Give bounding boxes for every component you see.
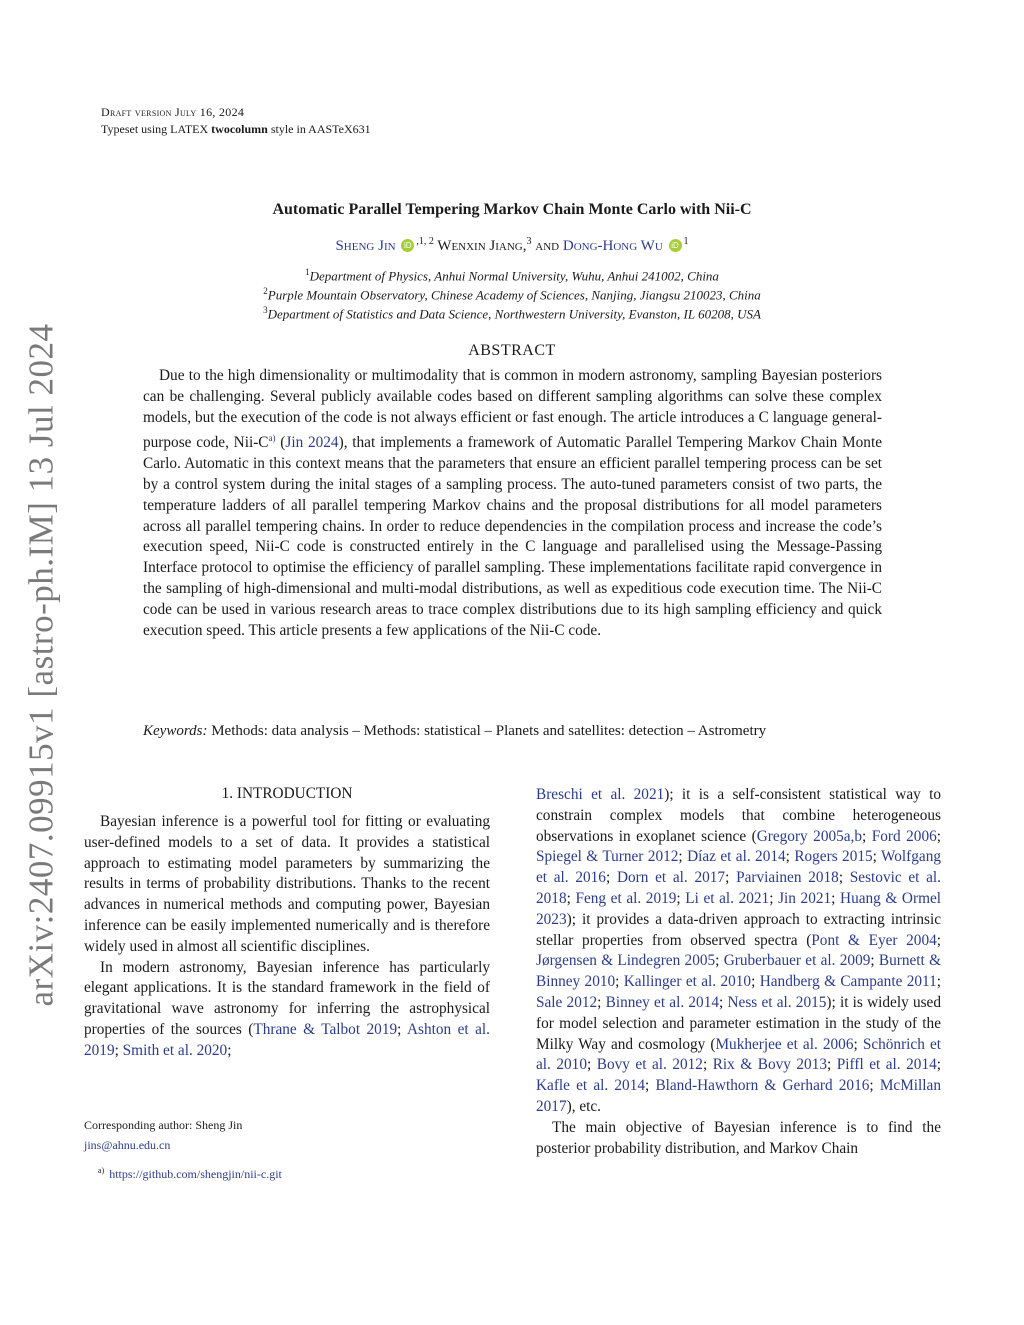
citation-link[interactable]: Kallinger et al. 2010 [623,973,752,991]
citation-link[interactable]: Schönrich et al. 2010 [536,1035,941,1074]
citation-link[interactable]: Díaz et al. 2014 [687,848,786,866]
keywords-text: Methods: data analysis – Methods: statistical – Planets and satellites: detection – Astrometry [211,723,767,739]
footnote [98,1163,282,1182]
author-affil-mark: 3 [526,236,532,247]
citation-link[interactable]: Huang & Ormel 2023 [536,889,942,928]
citation-link[interactable]: Kafle et al. 2014 [536,1077,645,1095]
arxiv-stamp [20,323,64,1007]
corresponding-author: Corresponding author: Sheng Jin [84,1118,243,1132]
citation-link[interactable]: Bland-Hawthorn & Gerhard 2016 [655,1077,870,1095]
citation-link[interactable]: Ashton et al. 2019 [84,1020,490,1059]
footnote-marker[interactable]: a) [268,433,276,444]
citation-link[interactable]: Sale 2012 [536,993,598,1011]
author-affil-mark: ,1, 2 [416,236,434,247]
citation-link[interactable]: Piffl et al. 2014 [836,1056,937,1074]
typeset-suffix: style in AASTeX631 [270,122,371,136]
orcid-icon[interactable]: iD [669,239,682,252]
citation-link[interactable]: Gregory 2005a,b [756,827,863,845]
arxiv-stamp-text: arXiv:2407.09915v1 [astro-ph.IM] 13 Jul 2024 [22,323,62,1007]
github-url-link[interactable]: https://github.com/shengjin/nii-c.git [109,1167,282,1181]
citation-link[interactable]: Pont & Eyer 2004 [811,931,937,949]
citation-link[interactable]: Thrane & Talbot 2019 [253,1020,398,1038]
citation-link[interactable]: Parviainen 2018 [736,869,839,887]
citation-link[interactable]: Sestovic et al. 2018 [536,869,941,907]
typeset-style: twocolumn [211,122,268,136]
citation-link[interactable]: Gruberbauer et al. 2009 [723,952,871,970]
paragraph: Breschi et al. 2021); it is a self-consistent statistical way to constrain complex models that combine heterogeneous observations in exoplanet science (Gregory 2005a,b; Ford 2006; Spiegel & Turner 2012; Díaz et al. 2014; Rogers 2015; Wolfgang et al. 2016; Dorn et al. 2017; Parviainen 2018; Sestovic et al. 2018; Feng et al. 2019; Li et al. 2021; Jin 2021; Huang & Ormel 2023); it provides a data-driven approach to extracting intrinsic stellar properties from observed spectra (Pont & Eyer 2004; Jørgensen & Lindegren 2005; Gruberbauer et al. 2009; Burnett & Binney 2010; Kallinger et al. 2010; Handberg & Campante 2011; Sale 2012; Binney et al. 2014; Ness et al. 2015); it is widely used for model selection and parameter estimation in the study of the Milky Way and cosmology (Mukherjee et al. 2006; Schönrich et al. 2010; Bovy et al. 2012; Rix & Bovy 2013; Piffl et al. 2014; Kafle et al. 2014; Bland-Hawthorn & Gerhard 2016; McMillan 2017), etc. [536,786,942,1115]
footnote-marker: a) [98,1166,105,1175]
keywords-label: Keywords: [143,723,208,739]
keywords [143,721,882,742]
orcid-icon[interactable]: iD [401,239,414,252]
citation-link[interactable]: Rix & Bovy 2013 [712,1056,828,1074]
citation-link[interactable]: Spiegel & Turner 2012 [536,848,679,866]
paragraph: In modern astronomy, Bayesian inference has particularly elegant applications. It is the standard framework in the field of gravitational wave astronomy for inferring the astrophysical properties of the sources (Thrane & Talbot 2019; Ashton et al. 2019; Smith et al. 2020; [84,958,490,1059]
citation-link[interactable]: Jørgensen & Lindegren 2005 [536,952,716,970]
affiliation: $^1$Department of Physics, Anhui Normal University, Wuhu, Anhui 241002, China [305,267,719,284]
draft-version-line: Draft version July 16, 2024 [101,105,245,119]
citation-link[interactable]: McMillan 2017 [536,1077,941,1115]
typeset-line [101,121,371,137]
citation-link[interactable]: Breschi et al. 2021 [536,786,665,803]
abstract-text: Due to the high dimensionality or multimodality that is common in modern astronomy, sampling Bayesian posteriors can be challenging. Several publicly available codes based on different sampling algorithms can solve these complex models, but the execution of the code is not always efficient or fast enough. The article introduces a C language general-purpose code, Nii-$C^{a)}$ (Jin 2024), that implements a framework of Automatic Parallel Tempering Markov Chain Monte Carlo. Automatic in this context means that the parameters that ensure an efficient parallel tempering process can be set by a control system during the inital stages of a sampling process. The auto-tuned parameters consist of two parts, the temperature ladders of all parallel tempering Markov chains and the proposal distributions for all model parameters across all parallel tempering chains. In order to reduce dependencies in the compilation process and increase the code’s execution speed, Nii-C code is constructed entirely in the C language and parallelised using the Message-Passing Interface protocol to optimise the efficiency of parallel sampling. These implementations facilitate rapid convergence in the sampling of high-dimensional and multi-modal distributions, as well as expeditious code execution time. The Nii-C code can be used in various research areas to trace complex distributions due to its high sampling efficiency and quick execution speed. This article presents a few applications of the Nii-C code. [143,367,882,639]
citation-link[interactable]: Rogers 2015 [794,848,873,866]
citation-link[interactable]: Smith et al. 2020 [122,1041,228,1059]
author-link[interactable]: Sheng Jin [335,238,396,254]
citation-link[interactable]: Mukherjee et al. 2006 [715,1035,854,1053]
paragraph: The main objective of Bayesian inference is to find the posterior probability distribution, and Markov Chain [536,1118,941,1157]
right-column [536,785,941,1159]
citation-link[interactable]: Ness et al. 2015 [727,993,827,1011]
citation-link[interactable]: Binney et al. 2014 [605,993,719,1011]
citation-link[interactable]: Handberg & Campante 2011 [759,973,937,991]
citation-link[interactable]: Wolfgang et al. 2016 [536,848,941,887]
paper-title: Automatic Parallel Tempering Markov Chain Monte Carlo with Nii-C [272,201,752,218]
paragraph: Bayesian inference is a powerful tool for fitting or evaluating user-defined models to a set of data. It provides a statistical approach to estimating model parameters by summarizing the results in terms of probability distributions. Thanks to the recent advances in numerical methods and computing power, Bayesian inference can be easily implemented numerically and is therefore widely used in almost all scientific disciplines. [84,813,490,955]
citation-link[interactable]: Feng et al. 2019 [575,889,677,907]
author-email-link[interactable]: jins@ahnu.edu.cn [84,1138,171,1152]
author-link[interactable]: Dong-Hong Wu [562,238,663,254]
affiliation: $^3$Department of Statistics and Data Science, Northwestern University, Evanston, IL 60208, USA [263,305,761,322]
author-line [0,231,1024,257]
citation-link[interactable]: Dorn et al. 2017 [616,869,726,887]
citation-link[interactable]: Jin 2021 [778,889,832,907]
citation-link[interactable]: Bovy et al. 2012 [596,1056,703,1074]
author-affil-mark: 1 [683,236,689,247]
typeset-prefix: Typeset using LATEX [101,122,209,136]
affiliation: $^2$Purple Mountain Observatory, Chinese Academy of Sciences, Nanjing, Jiangsu 210023, China [263,286,761,303]
abstract-heading: ABSTRACT [468,342,556,359]
author-conjunction: and [535,238,560,254]
author-name: Wenxin Jiang, [437,238,527,254]
citation-link[interactable]: Burnett & Binney 2010 [536,952,941,991]
left-column [84,812,490,1062]
citation-link[interactable]: Ford 2006 [871,827,937,845]
section-heading: 1. INTRODUCTION [221,785,353,802]
citation-link[interactable]: Li et al. 2021 [685,889,770,907]
citation-link[interactable]: Jin 2024 [285,434,339,452]
